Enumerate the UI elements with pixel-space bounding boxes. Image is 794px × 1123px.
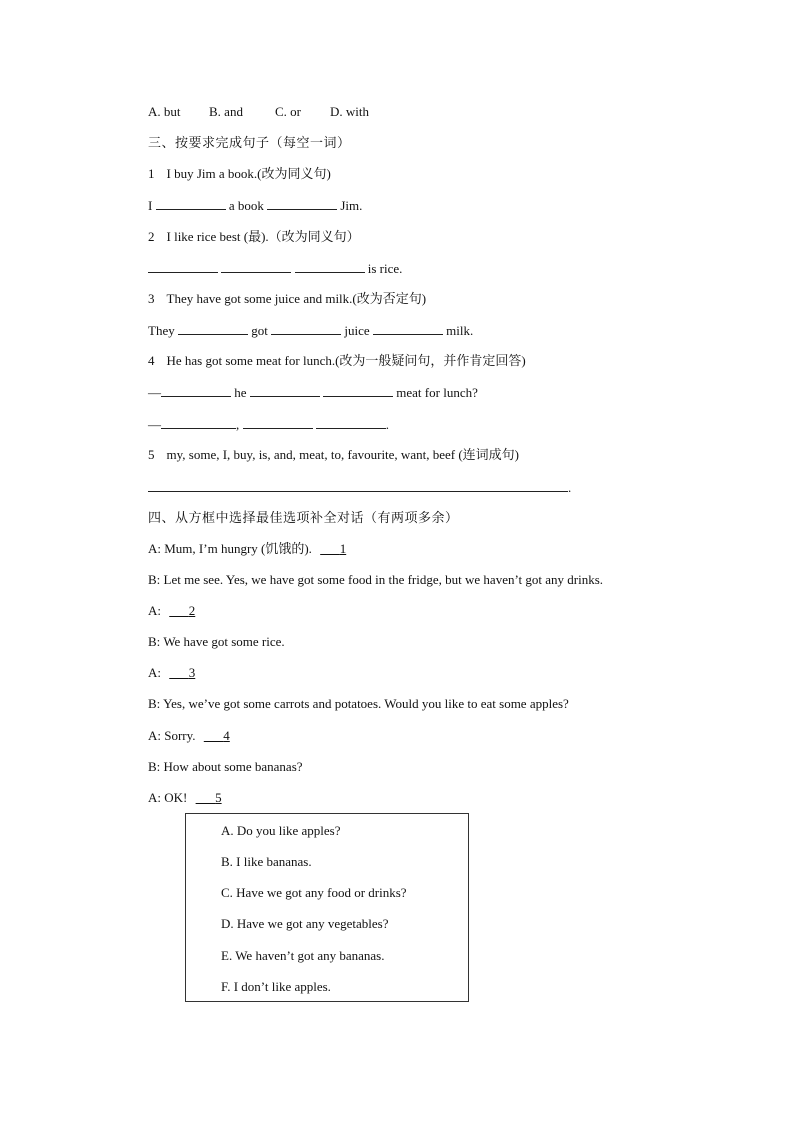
dialogue-line [148, 696, 569, 712]
q4-answer-question [148, 384, 478, 401]
dialogue-line [148, 759, 303, 775]
q3-text: They have got some juice and milk.(改为否定句) [166, 291, 427, 306]
dialogue-line [148, 541, 346, 557]
q4-dash: — [148, 417, 161, 432]
section4-title: 四、从方框中选择最佳选项补全对话（有两项多余） [148, 510, 459, 525]
speaker-label: A: [148, 728, 161, 743]
dialogue-blank[interactable] [204, 728, 230, 743]
section3-title: 三、按要求完成句子（每空一词） [148, 135, 351, 150]
q4-text: He has got some meat for lunch.(改为一般疑问句，并作肯定回答) [166, 353, 526, 368]
box-option: E. We haven’t got any bananas. [221, 948, 385, 963]
q2-answer-end: is rice. [367, 261, 403, 276]
dialogue-text: How about some bananas? [163, 759, 303, 774]
q3-prompt [148, 291, 426, 307]
answer-blank[interactable] [271, 322, 341, 335]
q1-answer [148, 197, 362, 214]
speaker-label: B: [148, 696, 161, 711]
box-option: F. I don’t like apples. [221, 979, 331, 994]
answer-options-box [185, 813, 469, 1002]
q3-answer-start: They [148, 323, 175, 338]
q1-number: 1 [148, 166, 155, 181]
q1-prompt [148, 166, 331, 182]
q5-text: my, some, I, buy, is, and, meat, to, favourite, want, beef (连词成句) [166, 447, 519, 462]
speaker-label: A: [148, 790, 161, 805]
option-c: C. or [275, 104, 301, 119]
answer-blank[interactable] [250, 384, 320, 397]
q4-number: 4 [148, 353, 155, 368]
q3-answer-word2: juice [344, 323, 370, 338]
q1-text: I buy Jim a book.(改为同义句) [166, 166, 331, 181]
blank-number: 1 [339, 541, 347, 556]
dialogue-line [148, 728, 230, 744]
dialogue-text: OK! [164, 790, 188, 805]
q4-answer-reply [148, 416, 389, 433]
dialogue-text: Sorry. [164, 728, 196, 743]
q1-answer-end: Jim. [340, 198, 363, 213]
blank-number: 4 [223, 728, 230, 743]
dialogue-blank[interactable] [196, 790, 222, 805]
q2-number: 2 [148, 229, 155, 244]
box-option: D. Have we got any vegetables? [221, 916, 389, 931]
speaker-label: A: [148, 665, 161, 680]
speaker-label: A: [148, 541, 161, 556]
q3-answer-end: milk. [446, 323, 474, 338]
dialogue-text: Let me see. Yes, we have got some food in the fridge, but we haven’t got any drinks. [163, 572, 604, 587]
q5-number: 5 [148, 447, 155, 462]
q5-answer [148, 479, 571, 496]
dialogue-blank[interactable] [169, 603, 195, 618]
speaker-label: B: [148, 634, 161, 649]
q4-comma: , [236, 417, 240, 432]
answer-blank[interactable] [161, 416, 236, 429]
answer-blank[interactable] [316, 416, 386, 429]
answer-blank[interactable] [323, 384, 393, 397]
blank-number: 3 [188, 665, 196, 680]
dialogue-line [148, 603, 195, 619]
answer-blank[interactable] [178, 322, 248, 335]
q1-answer-start: I [148, 198, 153, 213]
q4-dash: — [148, 385, 161, 400]
speaker-label: B: [148, 572, 161, 587]
answer-blank[interactable] [221, 260, 291, 273]
answer-blank[interactable] [295, 260, 365, 273]
q5-prompt [148, 447, 519, 463]
box-option: B. I like bananas. [221, 854, 312, 869]
dialogue-line [148, 634, 285, 650]
q3-number: 3 [148, 291, 155, 306]
dialogue-line [148, 572, 603, 588]
answer-blank[interactable] [243, 416, 313, 429]
speaker-label: B: [148, 759, 161, 774]
q5-period: . [568, 480, 572, 495]
box-option: C. Have we got any food or drinks? [221, 885, 407, 900]
option-d: D. with [330, 104, 369, 119]
dialogue-blank[interactable] [320, 541, 346, 556]
answer-blank[interactable] [148, 260, 218, 273]
option-b: B. and [209, 104, 243, 119]
answer-blank[interactable] [161, 384, 231, 397]
options-line [148, 104, 369, 120]
answer-blank[interactable] [373, 322, 443, 335]
q4-prompt [148, 353, 526, 369]
q2-answer [148, 260, 402, 277]
answer-line[interactable] [148, 479, 568, 492]
answer-blank[interactable] [267, 197, 337, 210]
dialogue-text: Yes, we’ve got some carrots and potatoes. Would you like to eat some apples? [163, 696, 569, 711]
dialogue-line [148, 790, 222, 806]
q4-answer-he: he [234, 385, 247, 400]
answer-blank[interactable] [156, 197, 226, 210]
speaker-label: A: [148, 603, 161, 618]
q4-period: . [385, 417, 389, 432]
dialogue-blank[interactable] [169, 665, 195, 680]
option-a: A. but [148, 104, 181, 119]
q1-answer-mid: a book [228, 198, 264, 213]
q2-text: I like rice best (最).（改为同义句） [166, 229, 360, 244]
blank-number: 5 [215, 790, 222, 805]
q3-answer [148, 322, 473, 339]
box-option: A. Do you like apples? [221, 823, 341, 838]
q4-answer-end: meat for lunch? [396, 385, 478, 400]
q2-prompt [148, 229, 360, 245]
dialogue-line [148, 665, 195, 681]
q3-answer-word1: got [251, 323, 268, 338]
dialogue-text: We have got some rice. [163, 634, 285, 649]
blank-number: 2 [188, 603, 196, 618]
dialogue-text: Mum, I’m hungry (饥饿的). [164, 541, 312, 556]
